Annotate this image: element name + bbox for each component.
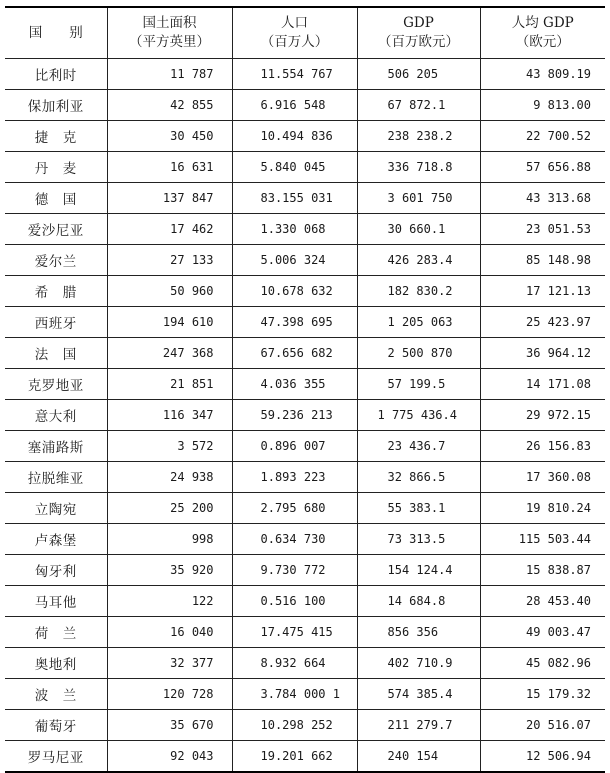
population-cell: 10.678 632 — [232, 276, 357, 307]
population-cell: 2.795 680 — [232, 493, 357, 524]
population-cell: 8.932 664 — [232, 648, 357, 679]
population-cell: 4.036 355 — [232, 369, 357, 400]
gdp-per-capita-cell: 14 171.08 — [480, 369, 605, 400]
header-population-unit: （百万人） — [260, 34, 329, 50]
gdp-per-capita-cell: 12 506.94 — [480, 741, 605, 773]
country-cell: 立陶宛 — [5, 493, 107, 524]
country-cell: 波 兰 — [5, 679, 107, 710]
header-country-label: 国 别 — [28, 24, 83, 41]
table-row — [5, 462, 605, 493]
area-cell: 21 851 — [107, 369, 232, 400]
population-cell: 9.730 772 — [232, 555, 357, 586]
gdp-per-capita-cell: 26 156.83 — [480, 431, 605, 462]
header-gdp-unit: （百万欧元） — [378, 34, 459, 50]
header-area-unit: （平方英里） — [129, 34, 210, 50]
area-cell: 998 — [107, 524, 232, 555]
gdp-cell: 3 601 750 — [357, 183, 480, 214]
table-row — [5, 648, 605, 679]
population-cell: 67.656 682 — [232, 338, 357, 369]
table-row — [5, 555, 605, 586]
table-row — [5, 679, 605, 710]
gdp-cell: 32 866.5 — [357, 462, 480, 493]
table-row — [5, 152, 605, 183]
table-header — [5, 7, 605, 59]
country-cell: 匈牙利 — [5, 555, 107, 586]
gdp-per-capita-cell: 43 313.68 — [480, 183, 605, 214]
gdp-cell: 426 283.4 — [357, 245, 480, 276]
country-cell: 爱尔兰 — [5, 245, 107, 276]
table-row — [5, 431, 605, 462]
country-cell: 拉脱维亚 — [5, 462, 107, 493]
country-cell: 德 国 — [5, 183, 107, 214]
gdp-per-capita-cell: 9 813.00 — [480, 90, 605, 121]
gdp-per-capita-cell: 29 972.15 — [480, 400, 605, 431]
header-area-label: 国土面积 — [142, 15, 197, 31]
country-cell: 法 国 — [5, 338, 107, 369]
header-gdp-per-capita — [480, 7, 605, 59]
gdp-per-capita-cell: 85 148.98 — [480, 245, 605, 276]
table-row — [5, 307, 605, 338]
gdp-cell: 211 279.7 — [357, 710, 480, 741]
table-row — [5, 710, 605, 741]
eu-country-statistics-table — [5, 6, 605, 773]
gdp-per-capita-cell: 57 656.88 — [480, 152, 605, 183]
table-row — [5, 369, 605, 400]
population-cell: 83.155 031 — [232, 183, 357, 214]
gdp-cell: 574 385.4 — [357, 679, 480, 710]
country-cell: 希 腊 — [5, 276, 107, 307]
population-cell: 6.916 548 — [232, 90, 357, 121]
area-cell: 92 043 — [107, 741, 232, 773]
table-body — [5, 59, 605, 773]
gdp-cell: 67 872.1 — [357, 90, 480, 121]
gdp-per-capita-cell: 23 051.53 — [480, 214, 605, 245]
table-row — [5, 245, 605, 276]
gdp-cell: 23 436.7 — [357, 431, 480, 462]
country-cell: 丹 麦 — [5, 152, 107, 183]
area-cell: 32 377 — [107, 648, 232, 679]
gdp-per-capita-cell: 49 003.47 — [480, 617, 605, 648]
population-cell: 5.006 324 — [232, 245, 357, 276]
gdp-cell: 240 154 — [357, 741, 480, 773]
population-cell: 3.784 000 1 — [232, 679, 357, 710]
gdp-cell: 14 684.8 — [357, 586, 480, 617]
gdp-per-capita-cell: 15 179.32 — [480, 679, 605, 710]
table-row — [5, 183, 605, 214]
gdp-cell: 1 775 436.4 — [357, 400, 480, 431]
gdp-per-capita-cell: 19 810.24 — [480, 493, 605, 524]
table-row — [5, 586, 605, 617]
header-population — [232, 7, 357, 59]
population-cell: 0.634 730 — [232, 524, 357, 555]
gdp-per-capita-cell: 43 809.19 — [480, 59, 605, 90]
country-cell: 克罗地亚 — [5, 369, 107, 400]
header-gdp-label: GDP — [403, 15, 434, 31]
header-gdp — [357, 7, 480, 59]
population-cell: 10.298 252 — [232, 710, 357, 741]
country-cell: 罗马尼亚 — [5, 741, 107, 773]
gdp-per-capita-cell: 22 700.52 — [480, 121, 605, 152]
population-cell: 5.840 045 — [232, 152, 357, 183]
area-cell: 24 938 — [107, 462, 232, 493]
country-cell: 意大利 — [5, 400, 107, 431]
country-cell: 塞浦路斯 — [5, 431, 107, 462]
population-cell: 59.236 213 — [232, 400, 357, 431]
area-cell: 194 610 — [107, 307, 232, 338]
gdp-cell: 336 718.8 — [357, 152, 480, 183]
gdp-cell: 2 500 870 — [357, 338, 480, 369]
area-cell: 116 347 — [107, 400, 232, 431]
table-row — [5, 617, 605, 648]
area-cell: 137 847 — [107, 183, 232, 214]
country-cell: 爱沙尼亚 — [5, 214, 107, 245]
area-cell: 35 670 — [107, 710, 232, 741]
table-row — [5, 741, 605, 773]
gdp-cell: 30 660.1 — [357, 214, 480, 245]
country-cell: 葡萄牙 — [5, 710, 107, 741]
country-cell: 西班牙 — [5, 307, 107, 338]
gdp-cell: 238 238.2 — [357, 121, 480, 152]
area-cell: 25 200 — [107, 493, 232, 524]
country-cell: 荷 兰 — [5, 617, 107, 648]
area-cell: 16 631 — [107, 152, 232, 183]
gdp-per-capita-cell: 115 503.44 — [480, 524, 605, 555]
country-cell: 马耳他 — [5, 586, 107, 617]
population-cell: 0.516 100 — [232, 586, 357, 617]
population-cell: 19.201 662 — [232, 741, 357, 773]
gdp-per-capita-cell: 15 838.87 — [480, 555, 605, 586]
gdp-cell: 154 124.4 — [357, 555, 480, 586]
area-cell: 30 450 — [107, 121, 232, 152]
header-country — [5, 7, 107, 59]
area-cell: 35 920 — [107, 555, 232, 586]
table-row — [5, 59, 605, 90]
area-cell: 27 133 — [107, 245, 232, 276]
population-cell: 10.494 836 — [232, 121, 357, 152]
table-row — [5, 524, 605, 555]
table-row — [5, 400, 605, 431]
table-row — [5, 493, 605, 524]
country-cell: 保加利亚 — [5, 90, 107, 121]
gdp-cell: 402 710.9 — [357, 648, 480, 679]
table-row — [5, 90, 605, 121]
gdp-cell: 506 205 — [357, 59, 480, 90]
area-cell: 50 960 — [107, 276, 232, 307]
table-row — [5, 338, 605, 369]
area-cell: 120 728 — [107, 679, 232, 710]
gdp-cell: 57 199.5 — [357, 369, 480, 400]
gdp-per-capita-cell: 45 082.96 — [480, 648, 605, 679]
population-cell: 1.893 223 — [232, 462, 357, 493]
gdp-cell: 856 356 — [357, 617, 480, 648]
header-population-label: 人口 — [281, 15, 308, 31]
header-gdp-per-capita-label: 人均 GDP — [511, 15, 574, 31]
gdp-per-capita-cell: 17 121.13 — [480, 276, 605, 307]
country-cell: 比利时 — [5, 59, 107, 90]
area-cell: 122 — [107, 586, 232, 617]
gdp-cell: 182 830.2 — [357, 276, 480, 307]
header-gdp-per-capita-unit: （欧元） — [515, 34, 570, 50]
gdp-cell: 55 383.1 — [357, 493, 480, 524]
country-cell: 奥地利 — [5, 648, 107, 679]
area-cell: 11 787 — [107, 59, 232, 90]
gdp-per-capita-cell: 20 516.07 — [480, 710, 605, 741]
population-cell: 17.475 415 — [232, 617, 357, 648]
area-cell: 3 572 — [107, 431, 232, 462]
population-cell: 47.398 695 — [232, 307, 357, 338]
area-cell: 42 855 — [107, 90, 232, 121]
country-cell: 捷 克 — [5, 121, 107, 152]
gdp-cell: 1 205 063 — [357, 307, 480, 338]
area-cell: 17 462 — [107, 214, 232, 245]
country-cell: 卢森堡 — [5, 524, 107, 555]
table-row — [5, 214, 605, 245]
gdp-per-capita-cell: 25 423.97 — [480, 307, 605, 338]
gdp-per-capita-cell: 36 964.12 — [480, 338, 605, 369]
gdp-per-capita-cell: 17 360.08 — [480, 462, 605, 493]
table-row — [5, 276, 605, 307]
area-cell: 247 368 — [107, 338, 232, 369]
area-cell: 16 040 — [107, 617, 232, 648]
gdp-cell: 73 313.5 — [357, 524, 480, 555]
gdp-per-capita-cell: 28 453.40 — [480, 586, 605, 617]
header-row — [5, 7, 605, 59]
population-cell: 11.554 767 — [232, 59, 357, 90]
header-area — [107, 7, 232, 59]
population-cell: 1.330 068 — [232, 214, 357, 245]
table-row — [5, 121, 605, 152]
population-cell: 0.896 007 — [232, 431, 357, 462]
